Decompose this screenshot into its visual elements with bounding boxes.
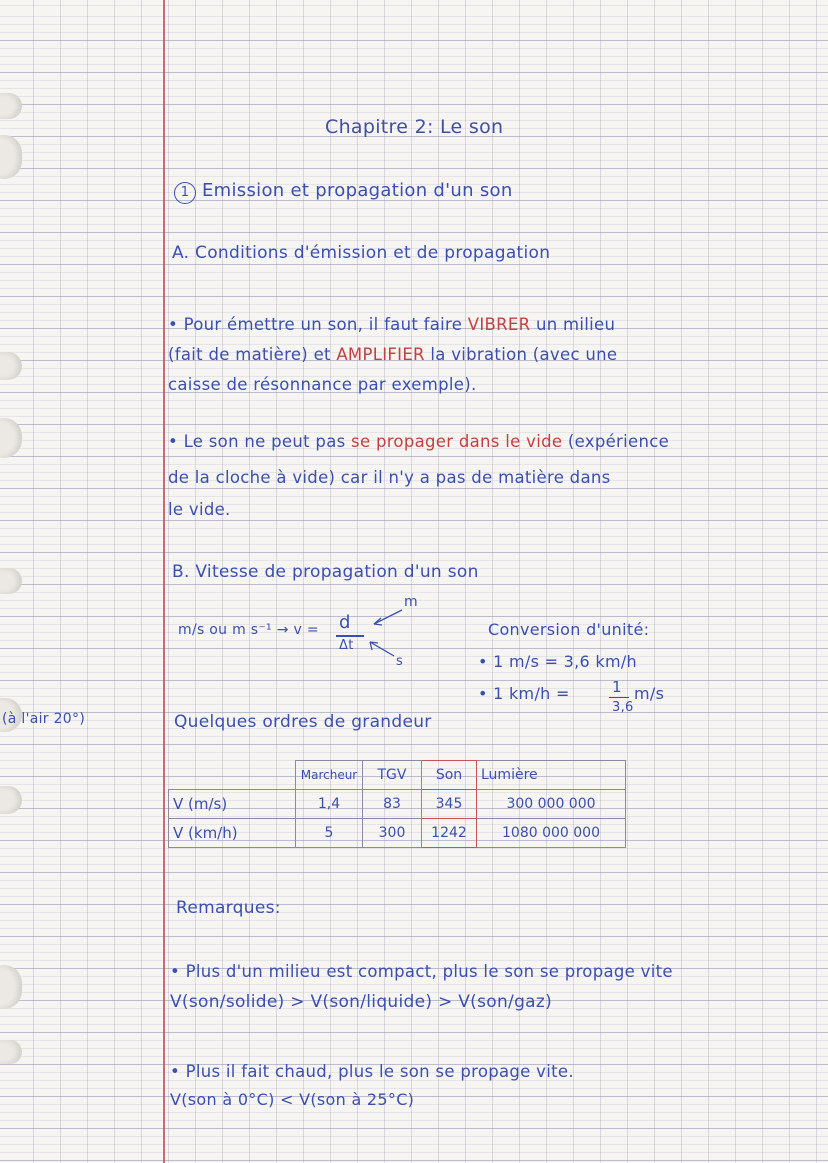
fraction-bar [609,697,629,698]
air-temperature-note: (à l'air 20°) [2,711,86,727]
remark1-line2: V(son/solide) > V(son/liquide) > V(son/gaz) [170,992,553,1012]
bullet2-line1 [168,432,669,451]
table-cell: 300 000 000 [477,790,626,819]
table-header: TGV [363,761,422,790]
table-cell: 1,4 [296,790,363,819]
text: (fait de matière) et [168,345,337,364]
punch-hole [0,352,22,380]
conversion-numerator: 1 [612,678,622,696]
highlight-amplifier: AMPLIFIER [336,345,425,364]
bullet1-line3: caisse de résonnance par exemple). [168,375,477,394]
bullet1-line1 [168,315,615,334]
punch-hole [0,965,22,1009]
bullet1-line2 [168,345,617,364]
label-m: m [404,594,418,610]
table-cell: 345 [422,790,477,819]
text: un milieu [530,315,616,334]
table-cell: 1242 [422,819,477,848]
text: • Pour émettre un son, il faut faire [168,315,468,334]
table-header: Lumière [477,761,626,790]
conversion-line2: • 1 km/h = [478,684,570,703]
highlight-vide: se propager dans le vide [351,432,563,451]
remark1-line1: • Plus d'un milieu est compact, plus le son se propage vite [170,962,673,981]
punch-hole [0,93,22,119]
speed-table [168,760,626,848]
table-row [169,790,626,819]
table-cell: 1080 000 000 [477,819,626,848]
section-1-title: Emission et propagation d'un son [202,180,513,201]
text: la vibration (avec une [424,345,618,364]
table-header: Son [422,761,477,790]
table-row [169,819,626,848]
formula-units: m/s ou m s⁻¹ → v = [178,622,319,638]
section-1-heading [174,180,513,204]
table-corner [169,761,296,790]
table-header: Marcheur [296,761,363,790]
formula-denominator: Δt [339,638,354,653]
part-a-heading: A. Conditions d'émission et de propagation [172,243,551,263]
formula-numerator: d [339,612,351,633]
remark2-line1: • Plus il fait chaud, plus le son se propage vite. [170,1062,574,1081]
part-b-heading: B. Vitesse de propagation d'un son [172,562,479,582]
label-s: s [396,654,404,669]
remark2-line2: V(son à 0°C) < V(son à 25°C) [170,1090,415,1109]
table-cell: 83 [363,790,422,819]
page-title: Chapitre 2: Le son [325,116,504,138]
conversion-denominator: 3,6 [612,700,634,715]
row-label: V (m/s) [169,790,296,819]
row-label: V (km/h) [169,819,296,848]
punch-hole [0,786,22,814]
text: (expérience [562,432,670,451]
table-cell: 5 [296,819,363,848]
conversion-unit: m/s [634,684,665,703]
table-cell: 300 [363,819,422,848]
remarks-heading: Remarques: [176,898,281,918]
text: • Le son ne peut pas [168,432,352,451]
margin-line [163,0,165,1163]
section-number: 1 [174,182,196,204]
highlight-vibrer: VIBRER [467,315,531,334]
conversion-line1: • 1 m/s = 3,6 km/h [478,652,637,671]
bullet2-line2: de la cloche à vide) car il n'y a pas de matière dans [168,468,611,487]
bullet2-line3: le vide. [168,500,231,519]
punch-hole [0,1040,22,1064]
table-header-row [169,761,626,790]
orders-heading: Quelques ordres de grandeur [174,712,432,732]
punch-hole [0,418,22,458]
punch-hole [0,568,22,594]
punch-hole [0,135,22,179]
conversion-title: Conversion d'unité: [488,620,650,639]
